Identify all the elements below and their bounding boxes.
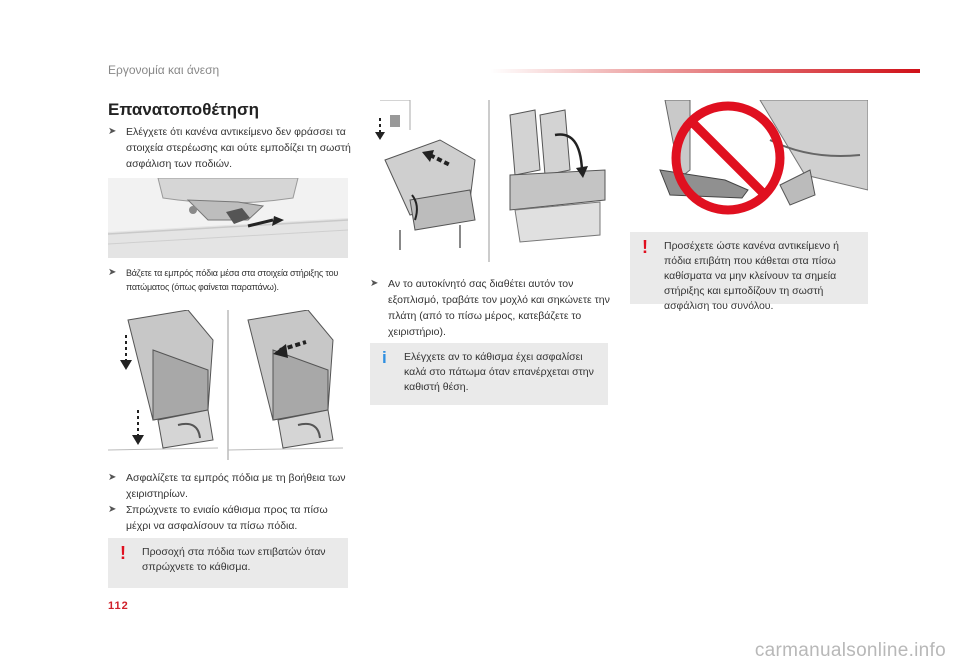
info-note-seat-locked [370,343,608,405]
bullet-text: Αν το αυτοκίνητό σας διαθέτει αυτόν τον εξοπλισμό, τραβάτε τον μοχλό και σηκώνετε την πλάτη (από το πίσω μέρος, κατεβάζετε το χειριστήριο). [388,278,610,338]
arrow-right-icon: ➤ [370,278,379,289]
arrow-right-icon: ➤ [108,267,117,278]
bullet-lock-front-feet [108,470,353,502]
figure-floor-anchors [108,178,348,258]
warning-text: Προσοχή στα πόδια των επιβατών όταν σπρώχνετε το κάθισμα. [142,546,326,573]
arrow-right-icon: ➤ [108,472,117,483]
info-icon: i [382,348,387,367]
bullet-text: Ελέγχετε ότι κανένα αντικείμενο δεν φράσσει τα στοιχεία στερέωσης και ούτε εμποδίζει τη σωστή ασφάλιση των ποδιών. [126,126,351,170]
bullet-text: Βάζετε τα εμπρός πόδια μέσα στα στοιχεία στήριξης του πατώματος (όπως φαίνεται παραπάνω). [126,268,339,292]
seat-push-illustration [108,310,348,460]
info-text: Ελέγχετε αν το κάθισμα έχει ασφαλίσει καλά στο πάτωμα όταν επανέρχεται στην καθιστή θέση. [404,351,594,393]
bullet-lift-backrest [370,276,610,340]
bullet-text: Σπρώχνετε το ενιαίο κάθισμα προς τα πίσω μέχρι να ασφαλίσουν τα πίσω πόδια. [126,504,328,532]
header-accent-bar [490,69,920,73]
figure-no-obstruction [630,100,868,230]
warning-icon: ! [120,543,126,563]
arrow-right-icon: ➤ [108,126,117,137]
no-obstruction-illustration [630,100,868,230]
page-number: 112 [108,600,129,612]
warning-note-obstruction [630,232,868,312]
warning-text: Προσέχετε ώστε κανένα αντικείμενο ή πόδια επιβάτη που κάθεται στα πίσω καθίσματα να μην κλείνουν τα σημεία στήριξης και εμποδίζουν τη σωστή ασφάλιση του συνόλου. [664,240,839,312]
figure-seat-push [108,310,348,460]
bullet-text: Ασφαλίζετε τα εμπρός πόδια με τη βοήθεια των χειριστηρίων. [126,472,346,500]
backrest-lift-illustration [370,100,608,262]
warning-note-feet [108,538,348,588]
bullet-push-seat [108,502,353,534]
warning-icon: ! [642,237,648,257]
figure-backrest-lift [370,100,608,262]
bullet-check-obstacles [108,124,353,172]
arrow-right-icon: ➤ [108,504,117,515]
section-title: Επανατοποθέτηση [108,100,260,119]
chapter-title: Εργονομία και άνεση [108,63,220,77]
watermark: carmanualsonline.info [754,640,946,661]
floor-anchor-illustration [108,178,348,258]
bullet-insert-feet [108,266,353,294]
